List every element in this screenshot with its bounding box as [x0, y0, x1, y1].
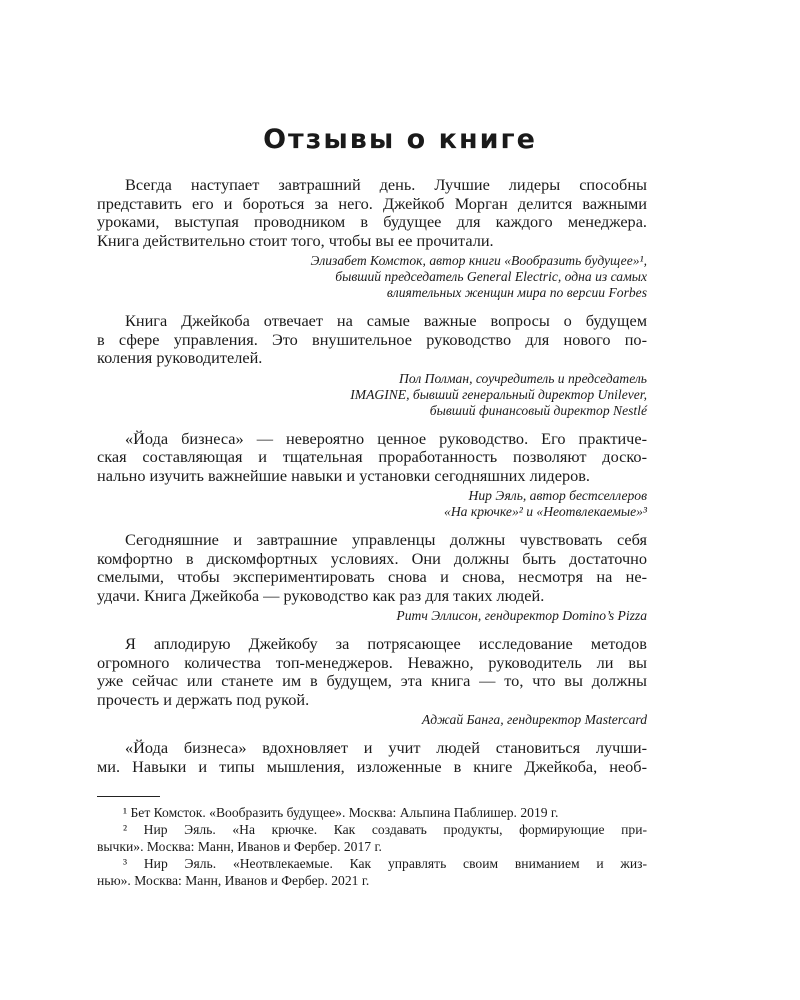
page-title: Отзывы о книге [263, 124, 537, 155]
review-3 [97, 430, 647, 521]
review-text-line: коления руководителей. [97, 348, 263, 367]
attribution-line: Аджай Банга, гендиректор Mastercard [421, 712, 647, 727]
review-attribution [97, 608, 647, 624]
review-text-line: уже сейчас или станете им в будущем, эта книга — то, что вы должны [97, 671, 647, 690]
review-5 [97, 635, 647, 728]
attribution-line: Элизабет Комсток, автор книги «Вообразить будущее»¹, [310, 253, 647, 268]
footnote-1: ¹ Бет Комсток. «Вообразить будущее». Москва: Альпина Паблишер. 2019 г. [123, 805, 559, 820]
reviews-section [97, 176, 647, 787]
review-4 [97, 531, 647, 624]
review-text-line: в сфере управления. Это внушительное руководство для нового по- [97, 329, 647, 349]
review-text-line: огромного количества топ-менеджеров. Неважно, руководитель ли вы [97, 652, 647, 672]
footnote-3: нью». Москва: Манн, Иванов и Фербер. 2021 г. [97, 873, 370, 888]
review-text-line: представить его и бороться за него. Джейкоб Морган делится важными [97, 193, 647, 213]
review-text-line: Книга действительно стоит того, чтобы вы ее прочитали. [97, 230, 494, 250]
review-text-line: Я аплодирую Джейкобу за потрясающее исследование методов [125, 634, 647, 653]
review-attribution [97, 253, 647, 301]
review-text-line: Сегодняшние и завтрашние управленцы должны чувствовать себя [125, 530, 647, 549]
review-text-line: нально изучить важнейшие навыки и установки сегодняшних лидеров. [97, 465, 590, 485]
review-attribution [97, 712, 647, 728]
review-text-line: уроками, выступая проводником в будущее для каждого менеджера. [97, 212, 647, 231]
attribution-line: Пол Полман, соучредитель и председатель [399, 370, 647, 386]
attribution-line: бывший председатель General Electric, одна из самых [335, 269, 647, 284]
review-text-line: удачи. Книга Джейкоба — руководство как раз для таких людей. [97, 585, 545, 605]
attribution-line: Ритч Эллисон, гендиректор Domino’s Pizza [396, 608, 647, 623]
review-text-line: прочесть и держать под рукой. [97, 689, 310, 709]
review-text-line: Всегда наступает завтрашний день. Лучшие лидеры способны [125, 175, 647, 194]
review-text-line: «Йода бизнеса» вдохновляет и учит людей становиться лучши- [125, 738, 647, 757]
attribution-line: Нир Эяль, автор бестселлеров [468, 488, 647, 503]
review-2 [97, 312, 647, 419]
attribution-line: влиятельных женщин мира по версии Forbes [386, 285, 647, 300]
footnotes [97, 804, 647, 889]
review-text-line: Книга Джейкоба отвечает на самые важные вопросы о будущем [125, 311, 647, 330]
footnote-2: ² Нир Эяль. «На крючке. Как создавать продукты, формирующие при- [123, 822, 647, 837]
review-text-line: смелыми, чтобы экспериментировать снова и снова, несмотря на не- [97, 567, 647, 586]
attribution-line: IMAGINE, бывший генеральный директор Unilever, [350, 386, 647, 402]
footnote-2: вычки». Москва: Манн, Иванов и Фербер. 2017 г. [97, 839, 382, 854]
review-text-line: ми. Навыки и типы мышления, изложенные в книге Джейкоба, необ- [97, 756, 647, 776]
review-6 [97, 739, 647, 776]
review-attribution [97, 488, 647, 520]
footnote-3: ³ Нир Эяль. «Неотвлекаемые. Как управлять своим вниманием и жиз- [123, 856, 647, 871]
attribution-line: «На крючке»² и «Неотвлекаемые»³ [444, 504, 647, 519]
review-1 [97, 176, 647, 301]
review-attribution [97, 371, 647, 419]
review-text-line: «Йода бизнеса» — невероятно ценное руководство. Его практиче- [125, 428, 647, 448]
attribution-line: бывший финансовый директор Nestlé [429, 402, 647, 418]
footnote-divider [97, 796, 160, 797]
review-text-line: ская составляющая и тщательная проработанность позволяют доско- [97, 447, 647, 466]
review-text-line: комфортно в дискомфортных условиях. Они должны быть достаточно [97, 548, 647, 568]
